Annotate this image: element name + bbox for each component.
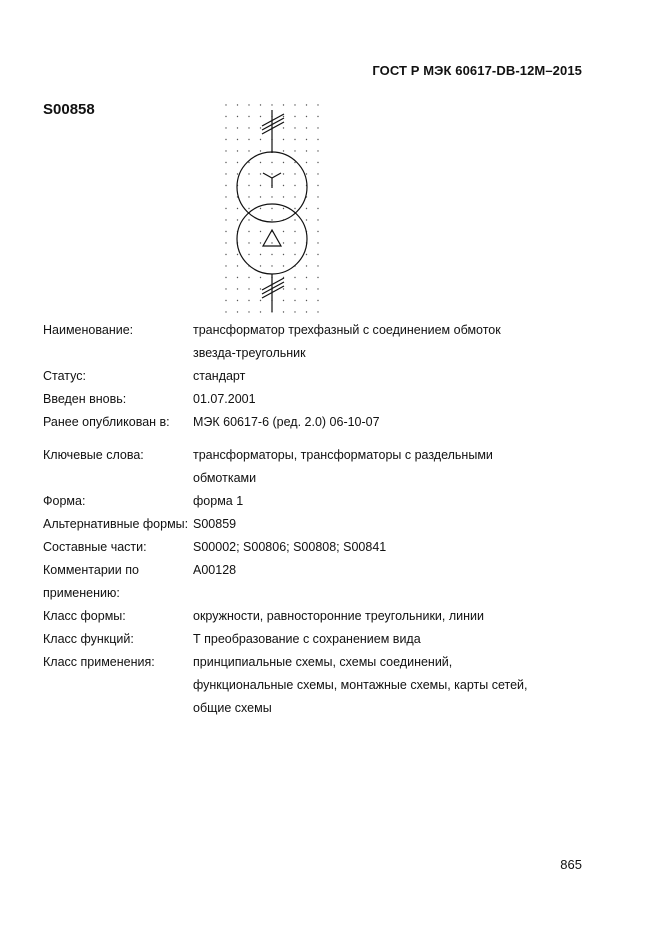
grid-dot	[271, 265, 272, 266]
grid-dot	[283, 162, 284, 163]
property-value: МЭК 60617-6 (ред. 2.0) 06-10-07	[193, 415, 380, 429]
grid-dot	[225, 185, 226, 186]
grid-dot	[283, 208, 284, 209]
grid-dot	[248, 300, 249, 301]
grid-dot	[225, 242, 226, 243]
grid-dot	[294, 116, 295, 117]
grid-dot	[306, 277, 307, 278]
property-value: A00128	[193, 563, 237, 577]
grid-dot	[225, 162, 226, 163]
property-value: 01.07.2001	[193, 392, 256, 406]
grid-dot	[237, 127, 238, 128]
grid-dot	[317, 242, 318, 243]
grid-dot	[225, 116, 226, 117]
grid-dot	[283, 242, 284, 243]
grid-dot	[225, 219, 226, 220]
grid-dot	[283, 265, 284, 266]
symbol-code: S00858	[43, 101, 95, 118]
grid-dot	[317, 311, 318, 312]
grid-dot	[294, 277, 295, 278]
grid-dot	[283, 231, 284, 232]
grid-dot	[248, 162, 249, 163]
grid-dot	[294, 162, 295, 163]
grid-dot	[237, 254, 238, 255]
grid-dot	[271, 219, 272, 220]
property-label: Класс применения:	[43, 655, 155, 669]
grid-dot	[271, 208, 272, 209]
grid-dot	[260, 162, 261, 163]
grid-dot	[283, 150, 284, 151]
grid-dot	[248, 104, 249, 105]
grid-dot	[306, 173, 307, 174]
grid-dot	[294, 231, 295, 232]
grid-dot	[237, 116, 238, 117]
grid-dot	[306, 208, 307, 209]
grid-dot	[225, 196, 226, 197]
grid-dot	[283, 254, 284, 255]
grid-dot	[294, 185, 295, 186]
grid-dot	[294, 208, 295, 209]
grid-dot	[248, 127, 249, 128]
grid-dot	[283, 185, 284, 186]
grid-dot	[225, 173, 226, 174]
grid-dot	[237, 150, 238, 151]
grid-dot	[260, 300, 261, 301]
grid-dot	[225, 139, 226, 140]
grid-dot	[294, 311, 295, 312]
grid-dot	[260, 173, 261, 174]
grid-dot	[294, 196, 295, 197]
grid-dot	[283, 104, 284, 105]
standard-header: ГОСТ Р МЭК 60617-DB-12M–2015	[372, 63, 582, 78]
grid-dot	[294, 127, 295, 128]
property-row	[43, 628, 533, 651]
secondary-winding-circle	[237, 204, 307, 274]
grid-dot	[283, 173, 284, 174]
grid-dot	[260, 185, 261, 186]
grid-dot	[294, 150, 295, 151]
grid-dot	[283, 288, 284, 289]
grid-dot	[260, 127, 261, 128]
grid-dot	[260, 139, 261, 140]
grid-dot	[260, 196, 261, 197]
grid-dot	[225, 311, 226, 312]
grid-dot	[225, 277, 226, 278]
property-label: Форма:	[43, 494, 86, 508]
grid-dot	[260, 254, 261, 255]
property-value: принципиальные схемы, схемы соединений, функциональные схемы, монтажные схемы, карты сетей, общие схемы	[193, 655, 528, 715]
property-value: форма 1	[193, 494, 244, 508]
grid-dot	[317, 139, 318, 140]
grid-dot	[306, 219, 307, 220]
grid-dot	[294, 254, 295, 255]
grid-dot	[306, 162, 307, 163]
property-row	[43, 559, 533, 605]
grid-dot	[306, 288, 307, 289]
grid-dot	[317, 104, 318, 105]
grid-dot	[271, 162, 272, 163]
property-label: Ранее опубликован в:	[43, 415, 170, 429]
grid-dot	[294, 300, 295, 301]
property-label: Класс функций:	[43, 632, 134, 646]
grid-dot	[237, 173, 238, 174]
grid-dot	[294, 173, 295, 174]
grid-dot	[283, 196, 284, 197]
property-row	[43, 411, 533, 434]
grid-dot	[237, 300, 238, 301]
grid-dot	[248, 150, 249, 151]
grid-dot	[294, 242, 295, 243]
property-value: стандарт	[193, 369, 246, 383]
grid-dot	[225, 288, 226, 289]
grid-dot	[283, 139, 284, 140]
grid-dot	[225, 208, 226, 209]
grid-dot	[317, 254, 318, 255]
grid-dot	[317, 196, 318, 197]
property-row	[43, 319, 533, 365]
property-row	[43, 434, 533, 490]
grid-dot	[260, 208, 261, 209]
grid-dot	[237, 277, 238, 278]
grid-dot	[248, 277, 249, 278]
grid-dot	[317, 219, 318, 220]
property-label: Введен вновь:	[43, 392, 127, 406]
grid-dot	[306, 127, 307, 128]
grid-dot	[317, 300, 318, 301]
grid-dot	[260, 150, 261, 151]
grid-dot	[248, 116, 249, 117]
grid-dot	[248, 208, 249, 209]
grid-dot	[248, 242, 249, 243]
grid-dot	[237, 162, 238, 163]
grid-dot	[260, 231, 261, 232]
property-row	[43, 388, 533, 411]
grid-dot	[317, 162, 318, 163]
grid-dot	[225, 231, 226, 232]
grid-dot	[248, 185, 249, 186]
page-number: 865	[560, 857, 582, 872]
grid-dot	[283, 116, 284, 117]
grid-dot	[283, 127, 284, 128]
grid-dot	[294, 219, 295, 220]
grid-dot	[237, 104, 238, 105]
grid-dot	[294, 104, 295, 105]
grid-dot	[225, 300, 226, 301]
grid-dot	[317, 265, 318, 266]
grid-dot	[237, 139, 238, 140]
grid-dot	[306, 311, 307, 312]
grid-dot	[317, 185, 318, 186]
properties-table	[43, 319, 533, 720]
grid-dot	[306, 254, 307, 255]
grid-dot	[260, 265, 261, 266]
grid-dot	[294, 288, 295, 289]
property-row	[43, 536, 533, 559]
grid-dot	[306, 300, 307, 301]
property-value: трансформаторы, трансформаторы с раздельными обмотками	[193, 448, 493, 485]
grid-dot	[260, 277, 261, 278]
transformer-star-delta-symbol	[220, 100, 330, 315]
grid-dot	[225, 265, 226, 266]
property-value: Т преобразование с сохранением вида	[193, 632, 421, 646]
grid-dot	[317, 288, 318, 289]
property-label: Комментарии по применению:	[43, 563, 139, 600]
property-label: Статус:	[43, 369, 86, 383]
grid-dot	[248, 196, 249, 197]
property-row	[43, 490, 533, 513]
grid-dot	[271, 242, 272, 243]
grid-dot	[317, 277, 318, 278]
grid-dot	[248, 139, 249, 140]
grid-dot	[248, 219, 249, 220]
grid-dot	[317, 173, 318, 174]
property-label: Ключевые слова:	[43, 448, 144, 462]
grid-dot	[283, 300, 284, 301]
grid-dot	[237, 311, 238, 312]
property-row	[43, 513, 533, 536]
grid-dot	[260, 116, 261, 117]
grid-dot	[248, 288, 249, 289]
grid-dot	[271, 104, 272, 105]
grid-dot	[317, 231, 318, 232]
grid-dot	[294, 139, 295, 140]
grid-dot	[260, 104, 261, 105]
grid-dot	[317, 127, 318, 128]
grid-dot	[248, 231, 249, 232]
grid-dot	[260, 311, 261, 312]
grid-dot	[260, 288, 261, 289]
grid-dot	[225, 104, 226, 105]
property-value: S00859	[193, 517, 237, 531]
grid-dot	[237, 288, 238, 289]
grid-dot	[271, 254, 272, 255]
grid-dot	[237, 219, 238, 220]
grid-dot	[306, 265, 307, 266]
grid-dot	[271, 196, 272, 197]
property-row	[43, 605, 533, 628]
star-icon	[263, 173, 281, 188]
grid-dot	[248, 254, 249, 255]
property-label: Наименование:	[43, 323, 134, 337]
property-value: S00002; S00806; S00808; S00841	[193, 540, 387, 554]
grid-dot	[225, 127, 226, 128]
property-label: Альтернативные формы:	[43, 517, 189, 531]
property-value: трансформатор трехфазный с соединением обмоток звезда-треугольник	[193, 323, 501, 360]
grid-dot	[306, 150, 307, 151]
property-row	[43, 365, 533, 388]
grid-dot	[237, 208, 238, 209]
property-value: окружности, равносторонние треугольники, линии	[193, 609, 484, 623]
grid-dot	[306, 139, 307, 140]
grid-dot	[271, 173, 272, 174]
grid-dot	[237, 265, 238, 266]
grid-dot	[317, 150, 318, 151]
property-label: Составные части:	[43, 540, 147, 554]
property-label: Класс формы:	[43, 609, 126, 623]
property-row	[43, 651, 533, 720]
grid-dot	[260, 242, 261, 243]
grid-dot	[306, 104, 307, 105]
grid-dot	[248, 173, 249, 174]
grid-dot	[283, 311, 284, 312]
grid-dot	[317, 116, 318, 117]
grid-dot	[225, 254, 226, 255]
grid-dot	[248, 311, 249, 312]
grid-dot	[225, 150, 226, 151]
grid-dot	[306, 116, 307, 117]
grid-dot	[317, 208, 318, 209]
